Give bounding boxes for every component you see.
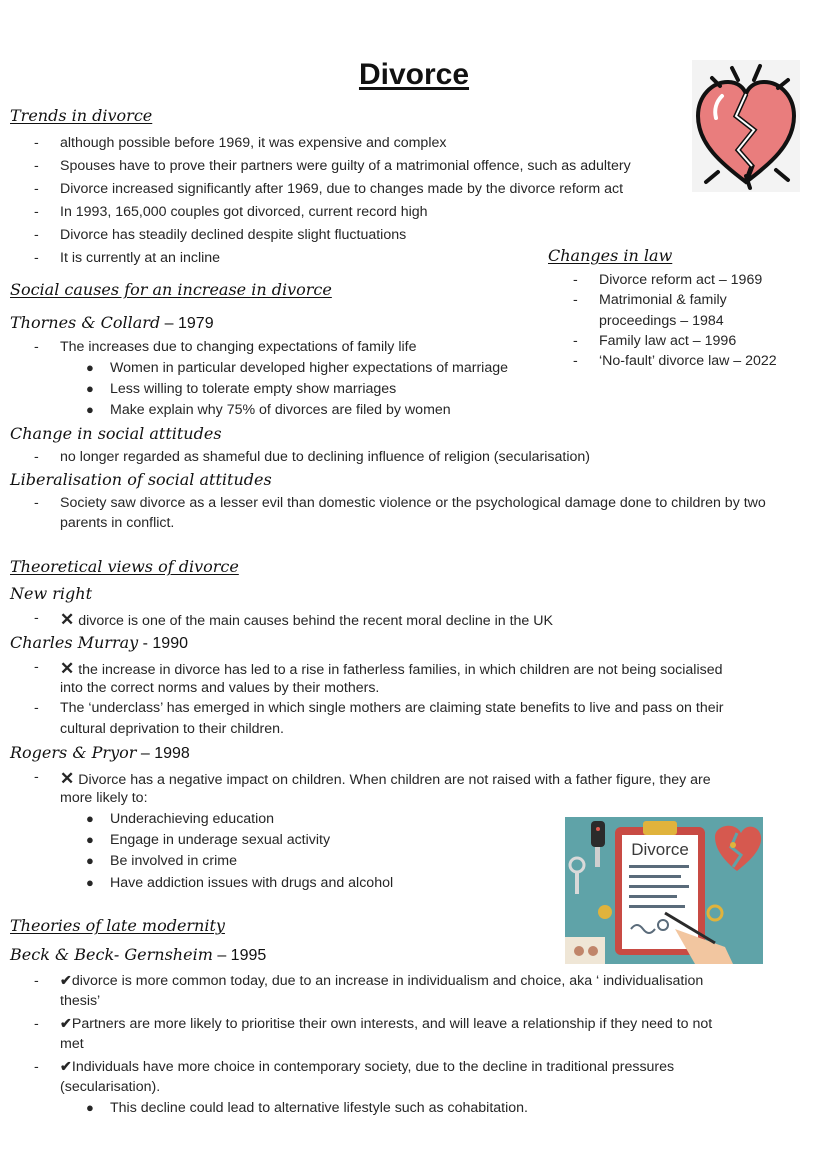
list-item-continuation: parents in conflict.	[60, 515, 175, 531]
bullet-item: ● Make explain why 75% of divorces are filed by women	[86, 402, 451, 418]
page-title: Divorce	[358, 58, 470, 91]
list-item: - In 1993, 165,000 couples got divorced, current record high	[34, 204, 428, 220]
bullet-item: ● This decline could lead to alternative lifestyle such as cohabitation.	[86, 1100, 528, 1116]
list-item: - Spouses have to prove their partners were guilty of a matrimonial offence, such as adultery	[34, 158, 631, 174]
list-item: - Family law act – 1996	[573, 333, 737, 349]
list-item: - no longer regarded as shameful due to declining influence of religion (secularisation)	[34, 449, 590, 465]
cross-mark-icon: ✕	[60, 659, 75, 678]
list-item: - Divorce reform act – 1969	[573, 272, 763, 288]
list-item-continuation: into the correct norms and values by their mothers.	[60, 680, 380, 696]
list-item: - The ‘underclass’ has emerged in which single mothers are claiming state benefits to live and pass on their	[34, 700, 724, 716]
list-item-continuation: thesis’	[60, 993, 101, 1009]
late-modernity-heading: Theories of late modernity	[10, 916, 225, 935]
social-causes-heading: Social causes for an increase in divorce	[10, 280, 332, 299]
cross-mark-icon: ✕	[60, 610, 75, 629]
list-item: - although possible before 1969, it was expensive and complex	[34, 135, 447, 151]
bullet-item: ● Engage in underage sexual activity	[86, 832, 331, 848]
list-item: - ✕ divorce is one of the main causes behind the recent moral decline in the UK	[34, 610, 553, 629]
bullet-item: ● Women in particular developed higher expectations of marriage	[86, 360, 508, 376]
list-item-continuation: (secularisation).	[60, 1079, 161, 1095]
bullet-item: ● Have addiction issues with drugs and alcohol	[86, 875, 394, 891]
list-item: - It is currently at an incline	[34, 250, 221, 266]
broken-heart-icon	[692, 60, 800, 192]
bullet-item: ● Underachieving education	[86, 811, 275, 827]
liberalisation-heading: Liberalisation of social attitudes	[10, 470, 272, 489]
law-heading: Changes in law	[548, 246, 673, 265]
trends-heading: Trends in divorce	[10, 106, 153, 125]
check-mark-icon: ✔	[60, 1059, 72, 1075]
bullet-item: ● Less willing to tolerate empty show marriages	[86, 381, 397, 397]
list-item-continuation: met	[60, 1036, 84, 1052]
list-item: - ✕ the increase in divorce has led to a rise in fatherless families, in which children are not being socialised	[34, 659, 723, 678]
list-item-continuation: proceedings – 1984	[599, 313, 724, 329]
social-attitudes-heading: Change in social attitudes	[10, 424, 222, 443]
list-item: - Society saw divorce as a lesser evil than domestic violence or the psychological damage done to children by two	[34, 495, 766, 511]
list-item-continuation: cultural deprivation to their children.	[60, 721, 284, 737]
list-item: - ‘No-fault’ divorce law – 2022	[573, 353, 777, 369]
rogers-pryor-heading: Rogers & Pryor – 1998	[10, 743, 190, 762]
check-mark-icon: ✔	[60, 973, 72, 989]
charles-murray-heading: Charles Murray - 1990	[10, 633, 188, 652]
list-item: - Matrimonial & family	[573, 292, 727, 308]
list-item: - ✕ Divorce has a negative impact on children. When children are not raised with a father figure, they are	[34, 769, 711, 788]
list-item: - ✔Individuals have more choice in contemporary society, due to the decline in traditional pressures	[34, 1059, 675, 1075]
check-mark-icon: ✔	[60, 1016, 72, 1032]
new-right-heading: New right	[10, 584, 92, 603]
cross-mark-icon: ✕	[60, 769, 75, 788]
list-item: - Divorce increased significantly after 1969, due to changes made by the divorce reform act	[34, 181, 624, 197]
divorce-document-illustration	[565, 817, 763, 964]
list-item: - ✔Partners are more likely to prioritise their own interests, and will leave a relationship if they need to not	[34, 1016, 713, 1032]
thornes-collard-heading: Thornes & Collard – 1979	[10, 313, 214, 332]
list-item: - Divorce has steadily declined despite slight fluctuations	[34, 227, 407, 243]
beck-gernsheim-heading: Beck & Beck- Gernsheim – 1995	[10, 945, 267, 964]
list-item: - The increases due to changing expectations of family life	[34, 339, 417, 355]
list-item-continuation: more likely to:	[60, 790, 148, 806]
theoretical-views-heading: Theoretical views of divorce	[10, 557, 239, 576]
illustration-label: Divorce	[631, 840, 689, 859]
bullet-item: ● Be involved in crime	[86, 853, 237, 869]
list-item: - ✔divorce is more common today, due to an increase in individualism and choice, aka ‘ individualisation	[34, 973, 704, 989]
